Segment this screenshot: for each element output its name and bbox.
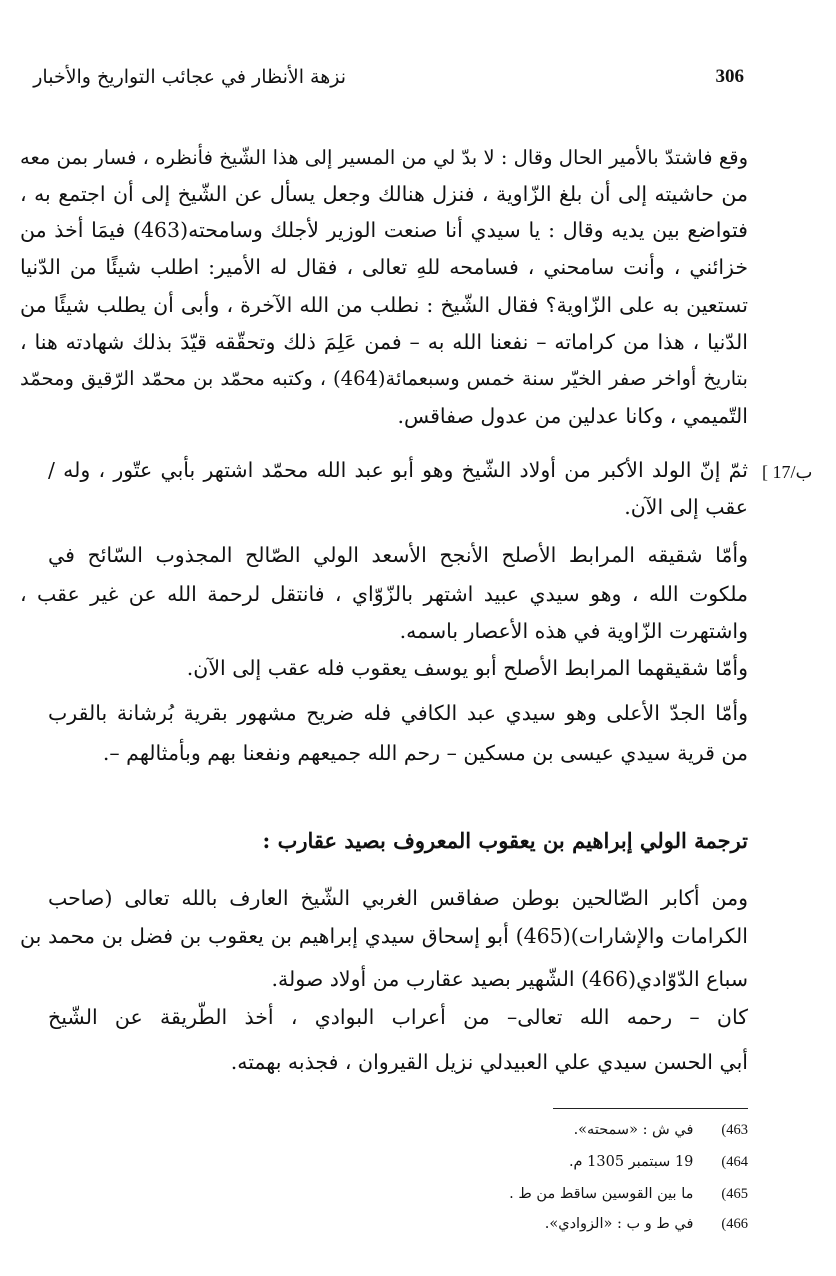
text-line: من قرية سيدي عيسى بن مسكين – رحم الله جميعهم ونفعنا بهم وبأمثالهم –. bbox=[102, 741, 748, 765]
text-line: ملكوت الله ، وهو سيدي عبيد اشتهر بالزّوّاي ، فانتقل لرحمة الله عن غير عقب ، bbox=[20, 582, 748, 606]
section-heading: ترجمة الولي إبراهيم بن يعقوب المعروف بصيد عقارب : bbox=[262, 828, 748, 853]
text-line: عقب إلى الآن. bbox=[624, 495, 748, 519]
text-line: سباع الدّوّادي(466) الشّهير بصيد عقارب من أولاد صولة. bbox=[271, 967, 748, 991]
footnote-number: 466) bbox=[721, 1216, 748, 1232]
text-line: التّميمي ، وكانا عدلين من عدول صفاقس. bbox=[397, 404, 748, 428]
text-line: وأمّا الجدّ الأعلى وهو سيدي عبد الكافي فله ضريح مشهور بقرية بُرشانة بالقرب bbox=[48, 701, 748, 725]
text-line: كان – رحمه الله تعالى– من أعراب البوادي ، أخذ الطّريقة عن الشّيخ bbox=[48, 1005, 748, 1029]
running-title: نزهة الأنظار في عجائب التواريخ والأخبار bbox=[33, 66, 346, 88]
footnote-text: في ط و ب : «الزوادي». bbox=[544, 1216, 694, 1232]
text-line: بتاريخ أواخر صفر الخيّر سنة خمس وسبعمائة(464) ، وكتبه محمّد بن محمّد الرّقيق ومحمّد bbox=[20, 367, 748, 390]
text-line: من حاشيته إلى أن بلغ الزّاوية ، فنزل هنالك وجعل يسأل عن الشّيخ إلى أن اجتمع به ، bbox=[20, 182, 748, 206]
footnote-number: 464) bbox=[721, 1154, 748, 1170]
footnote-number: 463) bbox=[721, 1122, 748, 1138]
text-line: فتواضع بين يديه وقال : يا سيدي أنا صنعت الوزير لأجلك وسامحته(463) فيمَا أخذ من bbox=[20, 218, 748, 242]
margin-folio-note: [ 17/ب bbox=[762, 462, 813, 482]
footnote bbox=[545, 1214, 748, 1234]
text-line: وأمّا شقيقهما المرابط الأصلح أبو يوسف يعقوب فله عقب إلى الآن. bbox=[186, 656, 748, 680]
text-line: ومن أكابر الصّالحين بوطن صفاقس الغربي الشّيخ العارف بالله تعالى (صاحب bbox=[48, 886, 748, 910]
text-line: خزائني ، وأنت سامحني ، فسامحه للهِ تعالى ، فقال له الأمير: اطلب شيئًا من الدّنيا bbox=[20, 255, 748, 279]
footnote bbox=[574, 1120, 748, 1140]
text-line: وقع فاشتدّ بالأمير الحال وقال : لا بدّ لي من المسير إلى هذا الشّيخ فأنظره ، فسار بمن معه bbox=[20, 146, 748, 169]
text-line: تستعين به على الزّاوية؟ فقال الشّيخ : نطلب من الله الآخرة ، وأبى أن يطلب شيئًا من bbox=[20, 293, 748, 317]
footnote-number: 465) bbox=[721, 1186, 748, 1202]
page-number: 306 bbox=[715, 66, 744, 87]
footnote-text: في ش : «سمحته». bbox=[573, 1122, 694, 1138]
text-line: وأمّا شقيقه المرابط الأصلح الأنجح الأسعد الولي الصّالح المجذوب السّائح في bbox=[48, 543, 748, 567]
text-line: الكرامات والإشارات)(465) أبو إسحاق سيدي إبراهيم بن يعقوب بن فضل بن محمد بن bbox=[20, 924, 748, 948]
footnote-text: 19 سبتمبر 1305 م. bbox=[568, 1154, 694, 1170]
text-line: واشتهرت الزّاوية في هذه الأعصار باسمه. bbox=[399, 619, 748, 643]
footnote bbox=[569, 1152, 748, 1172]
text-line: ثمّ إنّ الولد الأكبر من أولاد الشّيخ وهو أبو عبد الله محمّد اشتهر بأبي عتّور ، وله / bbox=[48, 458, 748, 482]
text-line: الدّنيا ، هذا من كراماته – نفعنا الله به – فمن عَلِمَ ذلك وتحقّقه قيّدَ بذلك شهادته هنا ، bbox=[20, 330, 748, 354]
footnote-rule bbox=[553, 1108, 748, 1109]
footnote-text: ما بين القوسين ساقط من ط . bbox=[509, 1186, 694, 1202]
footnote bbox=[509, 1184, 748, 1204]
text-line: أبي الحسن سيدي علي العبيدلي نزيل القيروان ، فجذبه بهمته. bbox=[230, 1050, 748, 1074]
